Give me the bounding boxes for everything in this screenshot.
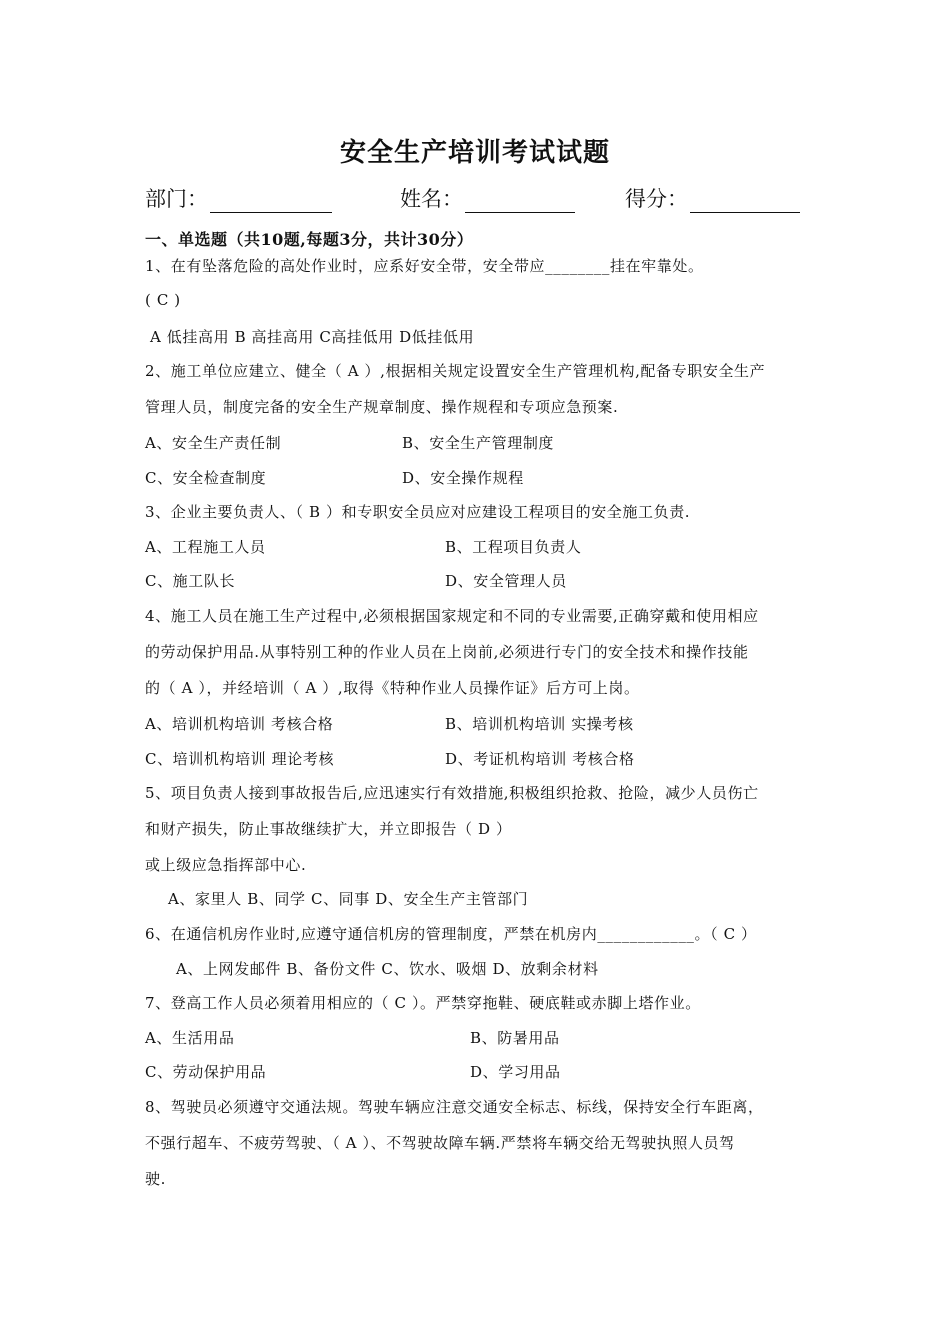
question-5-options: A、家里人 B、同学 C、同事 D、安全生产主管部门 xyxy=(168,890,529,908)
question-4-option-a: A、培训机构培训 考核合格 xyxy=(145,715,334,733)
question-4-option-d: D、考证机构培训 考核合格 xyxy=(445,750,635,768)
question-5-line-2: 和财产损失，防止事故继续扩大，并立即报告（ D ） xyxy=(145,820,512,838)
question-7-line-1: 7、登高工作人员必须着用相应的（ C ）。严禁穿拖鞋、硬底鞋或赤脚上塔作业。 xyxy=(145,994,701,1012)
name-label: 姓名： xyxy=(400,187,463,211)
question-2-option-a: A、安全生产责任制 xyxy=(145,434,282,452)
question-2-option-b: B、安全生产管理制度 xyxy=(402,434,555,452)
question-6-options: A、上网发邮件 B、备份文件 C、饮水、吸烟 D、放剩余材料 xyxy=(176,960,599,978)
question-4-line-1: 4、施工人员在施工生产过程中,必须根据国家规定和不同的专业需要,正确穿戴和使用相应 xyxy=(145,607,759,625)
question-4-line-3: 的（ A ），并经培训（ A ）,取得《特种作业人员操作证》后方可上岗。 xyxy=(145,679,640,697)
question-4-option-b: B、培训机构培训 实操考核 xyxy=(445,715,634,733)
question-5-line-1: 5、项目负责人接到事故报告后,应迅速实行有效措施,积极组织抢救、抢险，减少人员伤亡 xyxy=(145,784,759,802)
section-heading: 一、单选题（共10题,每题3分，共计30分） xyxy=(145,230,474,249)
question-7-option-d: D、学习用品 xyxy=(470,1063,561,1081)
question-2-line-1: 2、施工单位应建立、健全（ A ）,根据相关规定设置安全生产管理机构,配备专职安全生产 xyxy=(145,362,766,380)
name-field xyxy=(400,183,575,213)
question-2-line-2: 管理人员，制度完备的安全生产规章制度、操作规程和专项应急预案. xyxy=(145,398,619,416)
question-3-option-c: C、施工队长 xyxy=(145,572,236,590)
question-7-option-a: A、生活用品 xyxy=(145,1029,235,1047)
score-field xyxy=(625,183,800,213)
question-4-option-c: C、培训机构培训 理论考核 xyxy=(145,750,335,768)
question-3-line-1: 3、企业主要负责人、（ B ）和专职安全员应对应建设工程项目的安全施工负责. xyxy=(145,503,691,521)
exam-title: 安全生产培训考试试题 xyxy=(339,138,610,168)
question-8-line-3: 驶. xyxy=(145,1170,166,1188)
question-3-option-a: A、工程施工人员 xyxy=(145,538,266,556)
question-7-option-c: C、劳动保护用品 xyxy=(145,1063,267,1081)
score-label: 得分： xyxy=(625,187,688,211)
department-blank[interactable] xyxy=(210,188,332,213)
question-8-line-1: 8、驾驶员必须遵守交通法规。驾驶车辆应注意交通安全标志、标线，保持安全行车距离， xyxy=(145,1098,764,1116)
score-blank[interactable] xyxy=(690,188,800,213)
question-1-answer: ( C ) xyxy=(145,291,181,309)
question-1-text: 1、在有坠落危险的高处作业时，应系好安全带，安全带应________挂在牢靠处。 xyxy=(145,257,704,275)
header-fields xyxy=(145,183,810,219)
name-blank[interactable] xyxy=(465,188,575,213)
department-field xyxy=(145,183,332,213)
question-3-option-b: B、工程项目负责人 xyxy=(445,538,582,556)
question-4-line-2: 的劳动保护用品.从事特别工种的作业人员在上岗前,必须进行专门的安全技术和操作技能 xyxy=(145,643,749,661)
question-6-line-1: 6、在通信机房作业时,应遵守通信机房的管理制度，严禁在机房内____________。（ C ） xyxy=(145,925,757,943)
question-3-option-d: D、安全管理人员 xyxy=(445,572,567,590)
department-label: 部门： xyxy=(145,187,208,211)
question-7-option-b: B、防暑用品 xyxy=(470,1029,560,1047)
question-2-option-c: C、安全检查制度 xyxy=(145,469,267,487)
question-5-line-3: 或上级应急指挥部中心. xyxy=(145,856,307,874)
question-1-options: A 低挂高用 B 高挂高用 C高挂低用 D低挂低用 xyxy=(150,328,475,346)
question-8-line-2: 不强行超车、不疲劳驾驶、（ A ）、不驾驶故障车辆.严禁将车辆交给无驾驶执照人员驾 xyxy=(145,1134,735,1152)
question-2-option-d: D、安全操作规程 xyxy=(402,469,524,487)
